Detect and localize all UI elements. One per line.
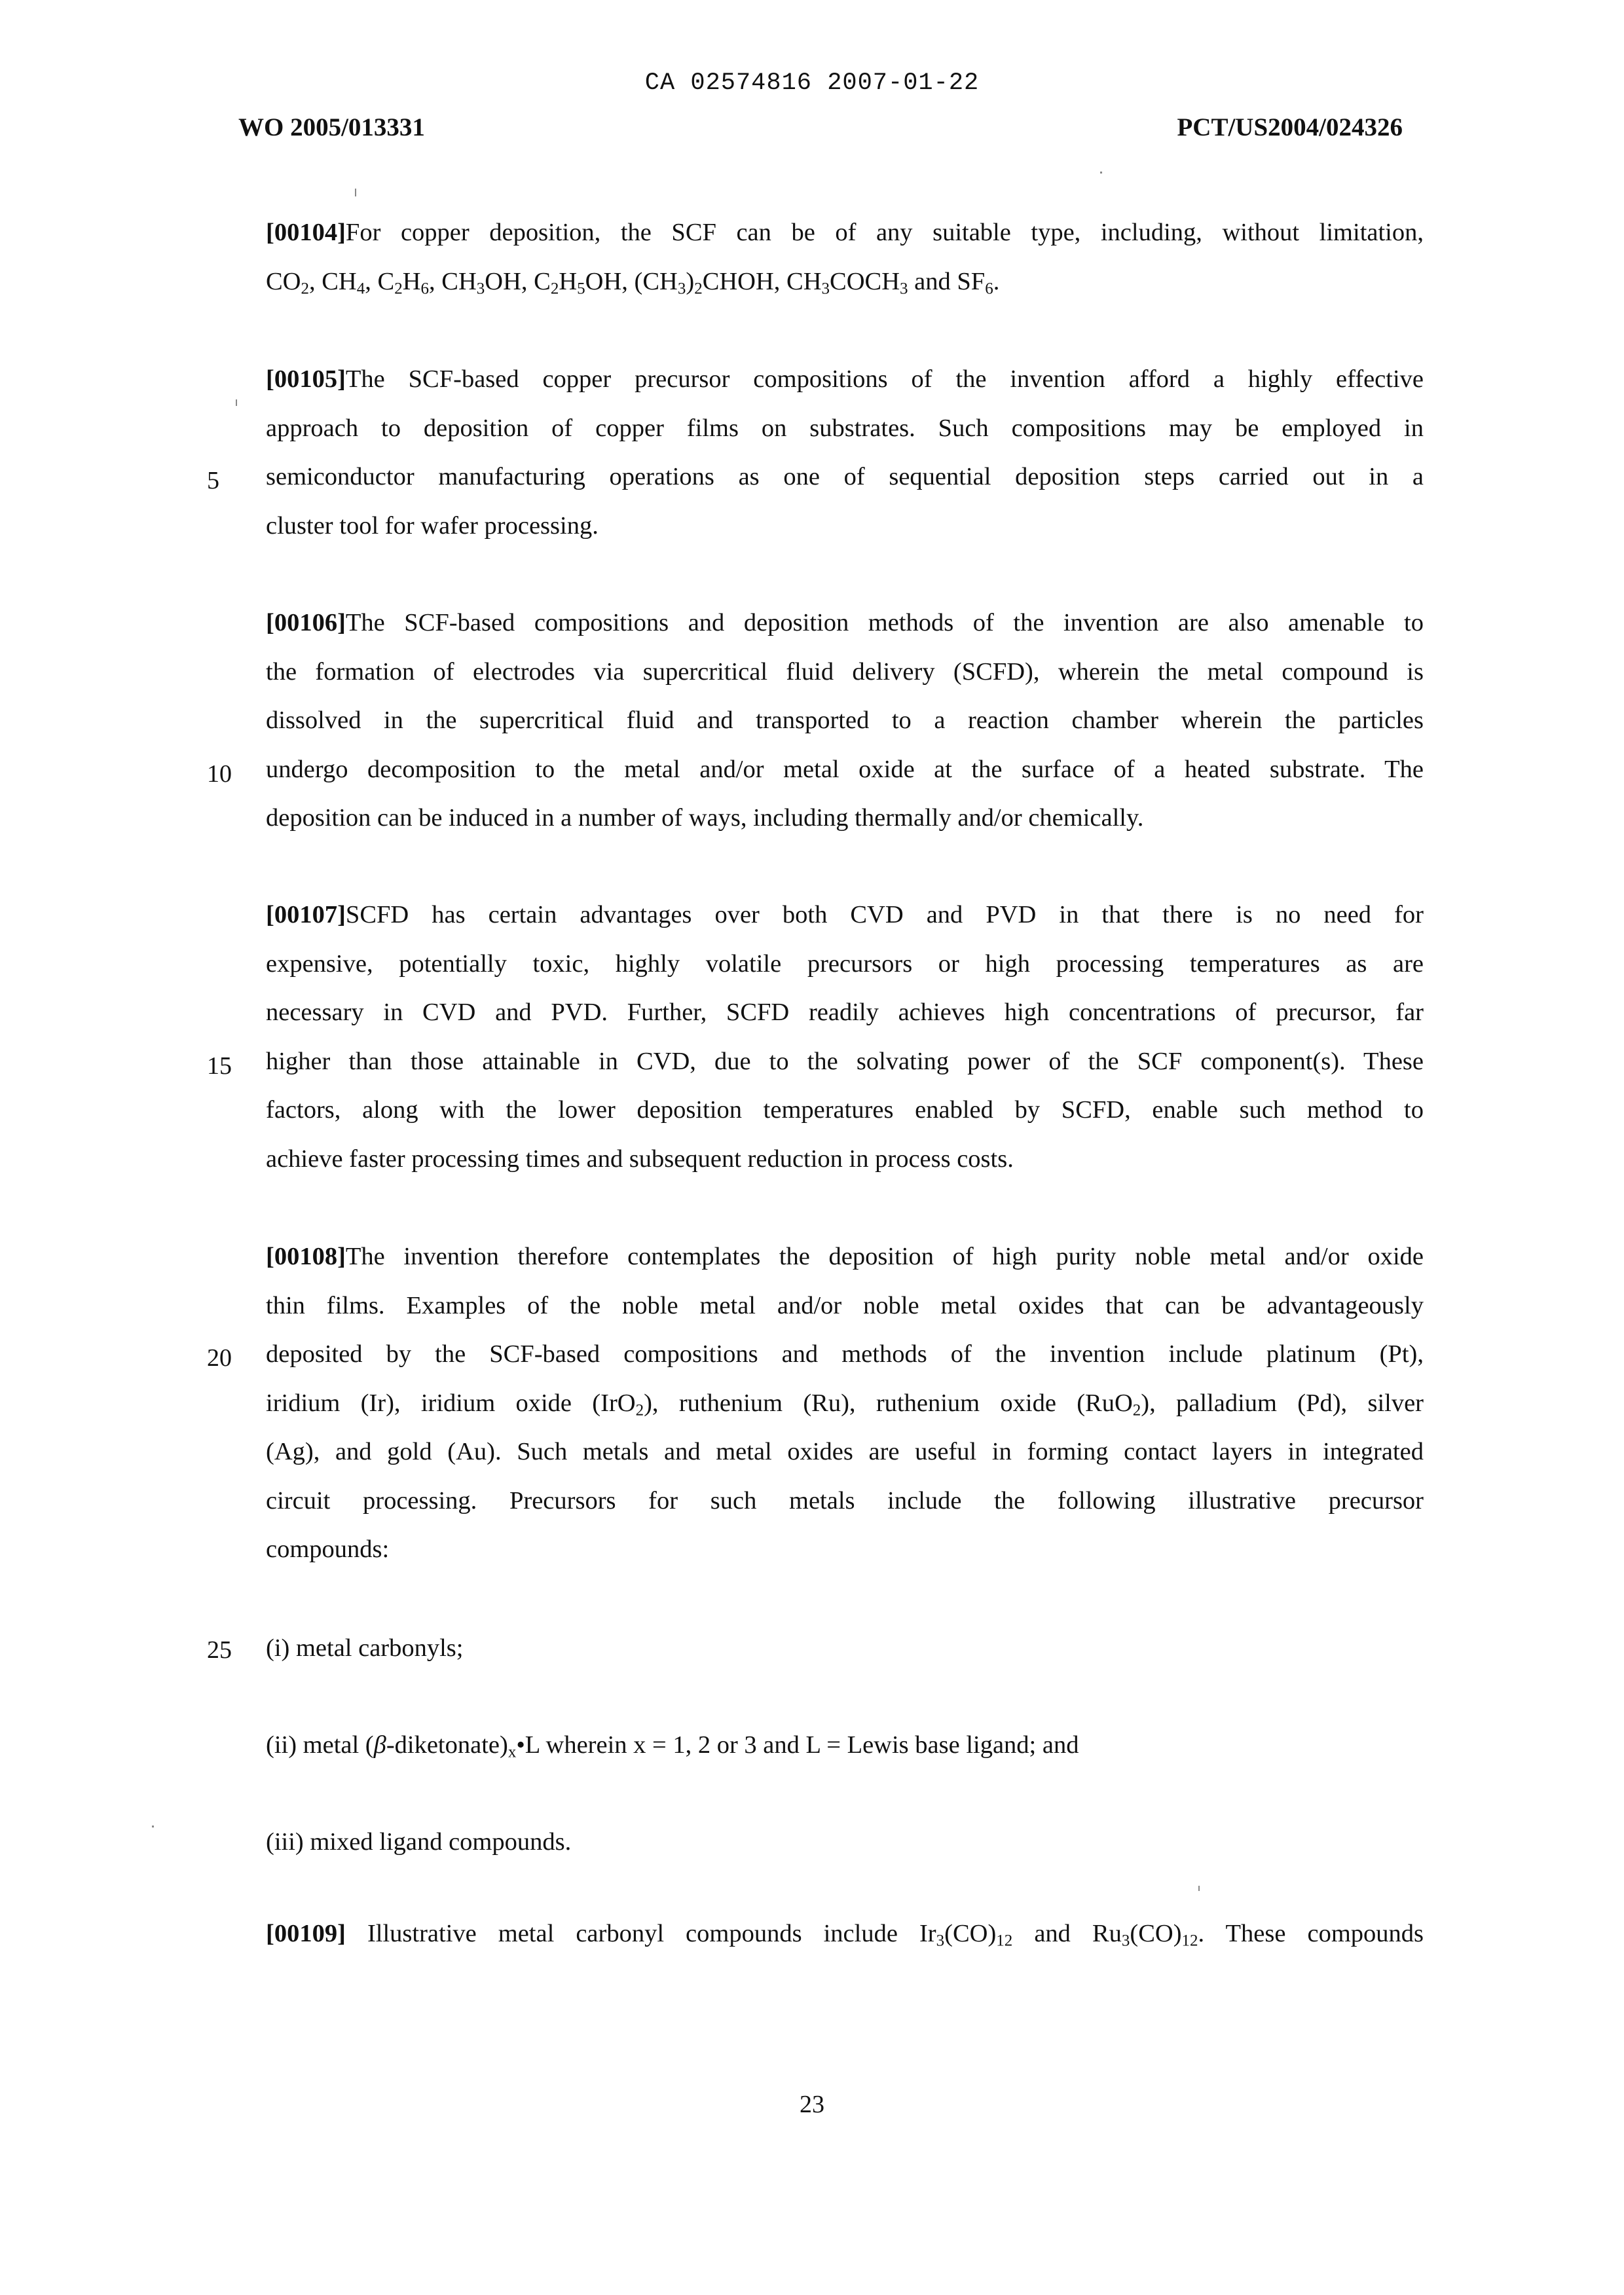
- list-item: (ii) metal $(\beta-diketonate)_x•L$ wherein x = 1, 2 or 3 and L = Lewis base ligand; and: [266, 1731, 1079, 1761]
- paragraph-line: cluster tool for wafer processing.: [266, 511, 599, 540]
- paragraph-line: deposited by the SCF-based compositions and methods of the invention include platinum (Pt),: [266, 1340, 1424, 1368]
- paragraph-00106: [266, 598, 1424, 843]
- paragraph-number: [00105]: [266, 365, 346, 393]
- paragraph-line: semiconductor manufacturing operations as one of sequential deposition steps carried out in a: [266, 463, 1424, 490]
- paragraph-number: [00106]: [266, 609, 346, 636]
- paragraph-number: [00107]: [266, 901, 346, 928]
- paragraph-line: [00106]The SCF-based compositions and deposition methods of the invention are also amenable to: [266, 609, 1424, 636]
- publication-number: WO 2005/013331: [238, 113, 425, 141]
- formula-line: $CO_2$, $CH_4$, $C_2H_6$, $CH_3OH$, $C_2H_5OH$, $(CH_3)_2CHOH$, $CH_3COCH_3$ and $SF_6$.: [266, 267, 1000, 297]
- paragraph-line: (Ag), and gold (Au). Such metals and metal oxides are useful in forming contact layers in integrated: [266, 1438, 1424, 1465]
- paragraph-line: [00105]The SCF-based copper precursor compositions of the invention afford a highly effective: [266, 365, 1424, 393]
- paragraph-line: approach to deposition of copper films on substrates. Such compositions may be employed in: [266, 414, 1424, 442]
- line-number: 10: [207, 760, 232, 788]
- paragraph-line: achieve faster processing times and subsequent reduction in process costs.: [266, 1145, 1014, 1173]
- paragraph-00105: [266, 355, 1424, 550]
- paragraph-00107: [266, 890, 1424, 1183]
- scan-speck: [1100, 172, 1102, 174]
- paragraph-line: the formation of electrodes via supercritical fluid delivery (SCFD), wherein the metal compound is: [266, 657, 1424, 686]
- ca-reference: CA 02574816 2007-01-22: [644, 69, 980, 97]
- line-number: 15: [207, 1052, 232, 1080]
- paragraph-line: [00109] Illustrative metal carbonyl compounds include $Ir_3(CO)_{12}$ and $Ru_3(CO)_{12}$. These compounds: [266, 1920, 1424, 1950]
- line-number: 25: [207, 1636, 232, 1664]
- paragraph-line: [00104]For copper deposition, the SCF can be of any suitable type, including, without limitation,: [266, 219, 1424, 246]
- paragraph-line: undergo decomposition to the metal and/or metal oxide at the surface of a heated substrate. The: [266, 755, 1424, 783]
- line-number: 5: [207, 467, 219, 494]
- list-item: (iii) mixed ligand compounds.: [266, 1828, 572, 1856]
- paragraph-line: higher than those attainable in CVD, due to the solvating power of the SCF component(s). These: [266, 1047, 1424, 1075]
- paragraph-00104: [266, 208, 1424, 306]
- scan-speck: [355, 189, 356, 196]
- page-number: 23: [800, 2091, 824, 2118]
- paragraph-line: iridium (Ir), iridium oxide (IrO$_2$), ruthenium (Ru), ruthenium oxide (RuO$_2$), palladium (Pd), silver: [266, 1389, 1424, 1419]
- paragraph-00109: [266, 1909, 1424, 1958]
- line-number: 20: [207, 1344, 232, 1372]
- paragraph-number: [00108]: [266, 1243, 346, 1270]
- paragraph-line: deposition can be induced in a number of ways, including thermally and/or chemically.: [266, 804, 1144, 832]
- paragraph-line: circuit processing. Precursors for such metals include the following illustrative precursor: [266, 1486, 1424, 1515]
- paragraph-line: dissolved in the supercritical fluid and transported to a reaction chamber wherein the particles: [266, 707, 1424, 734]
- scan-speck: [236, 399, 237, 406]
- paragraph-line: [00108]The invention therefore contemplates the deposition of high purity noble metal and/or oxide: [266, 1243, 1424, 1270]
- paragraph-line: factors, along with the lower deposition temperatures enabled by SCFD, enable such method to: [266, 1096, 1424, 1124]
- scan-speck: [152, 1826, 154, 1827]
- paragraph-line: expensive, potentially toxic, highly volatile precursors or high processing temperatures as are: [266, 949, 1424, 978]
- paragraph-line: necessary in CVD and PVD. Further, SCFD readily achieves high concentrations of precursor, far: [266, 999, 1424, 1026]
- paragraph-line: compounds:: [266, 1535, 390, 1563]
- application-number: PCT/US2004/024326: [1177, 113, 1403, 141]
- paragraph-line: thin films. Examples of the noble metal and/or noble metal oxides that can be advantageously: [266, 1291, 1424, 1319]
- scan-speck: [1198, 1886, 1200, 1891]
- paragraph-line: [00107]SCFD has certain advantages over both CVD and PVD in that there is no need for: [266, 901, 1424, 928]
- list-item: (i) metal carbonyls;: [266, 1634, 464, 1662]
- paragraph-number: [00109]: [266, 1920, 346, 1947]
- paragraph-00108: [266, 1232, 1424, 1574]
- paragraph-number: [00104]: [266, 219, 346, 246]
